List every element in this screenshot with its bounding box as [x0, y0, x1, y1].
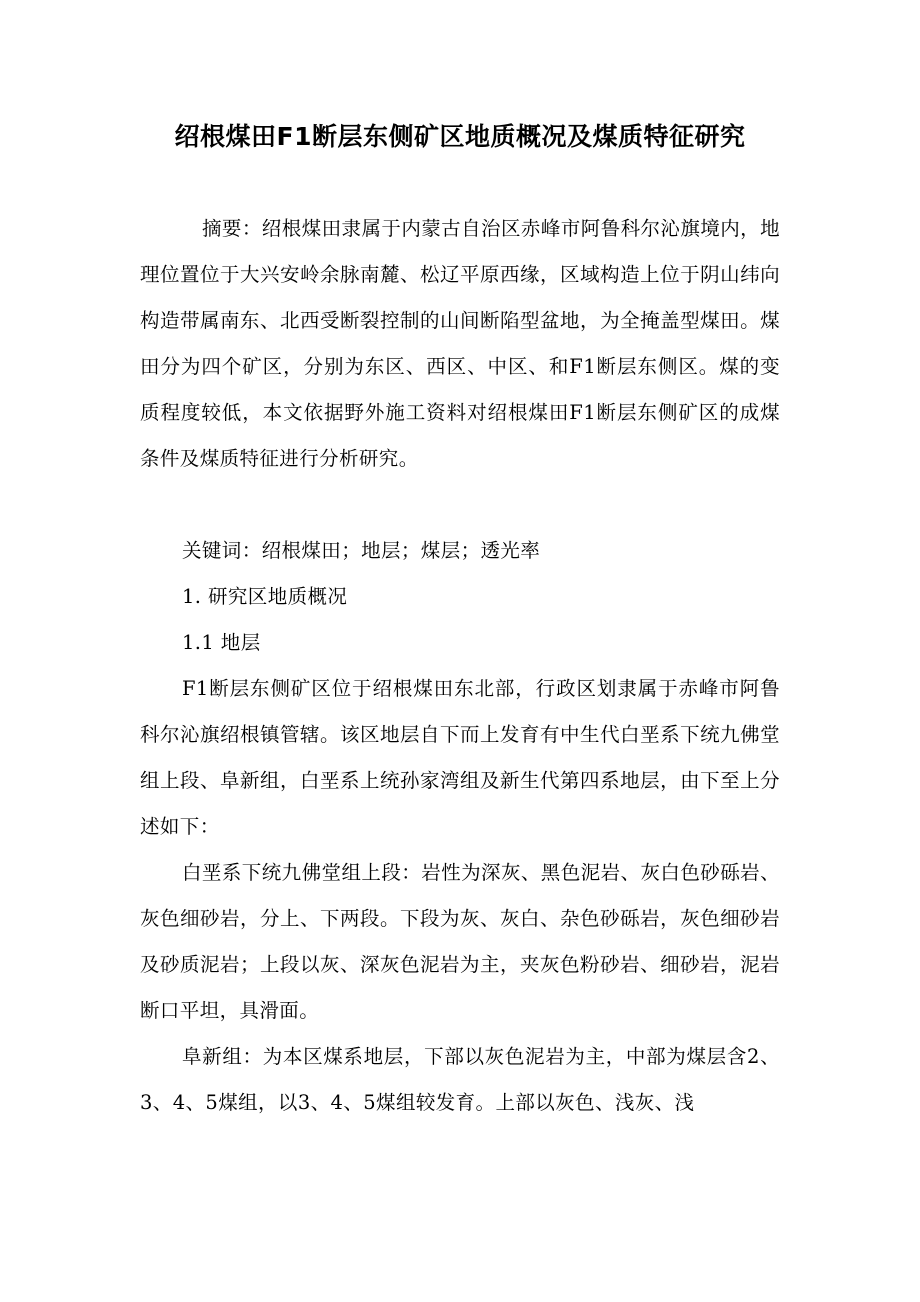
body-paragraph-3: 阜新组：为本区煤系地层，下部以灰色泥岩为主，中部为煤层含2、3、4、5煤组，以3、4、5煤组较发育。上部以灰色、浅灰、浅: [140, 1045, 780, 1114]
section-1-heading: 1. 研究区地质概况: [182, 585, 348, 608]
keywords-line: 关键词：绍根煤田；地层；煤层；透光率: [182, 539, 541, 562]
section-1-1-heading: 1.1 地层: [182, 631, 261, 654]
body-paragraph-2: 白垩系下统九佛堂组上段：岩性为深灰、黑色泥岩、灰白色砂砾岩、灰色细砂岩，分上、下两段。下段为灰、灰白、杂色砂砾岩，灰色细砂岩及砂质泥岩；上段以灰、深灰色泥岩为主，夹灰色粉砂岩、细砂岩，泥岩断口平坦，具滑面。: [140, 861, 780, 1022]
blank-line: [140, 482, 780, 528]
abstract-paragraph: 摘要：绍根煤田隶属于内蒙古自治区赤峰市阿鲁科尔沁旗境内，地理位置位于大兴安岭余脉南麓、松辽平原西缘，区域构造上位于阴山纬向构造带属南东、北西受断裂控制的山间断陷型盆地，为全掩盖型煤田。煤田分为四个矿区，分别为东区、西区、中区、和F1断层东侧区。煤的变质程度较低，本文依据野外施工资料对绍根煤田F1断层东侧矿区的成煤条件及煤质特征进行分析研究。: [140, 217, 780, 470]
document-title: 绍根煤田F1断层东侧矿区地质概况及煤质特征研究: [174, 122, 746, 151]
body-paragraph-1: F1断层东侧矿区位于绍根煤田东北部，行政区划隶属于赤峰市阿鲁科尔沁旗绍根镇管辖。该区地层自下而上发育有中生代白垩系下统九佛堂组上段、阜新组，白垩系上统孙家湾组及新生代第四系地层，由下至上分述如下：: [140, 677, 780, 838]
document-body: [140, 206, 780, 1126]
